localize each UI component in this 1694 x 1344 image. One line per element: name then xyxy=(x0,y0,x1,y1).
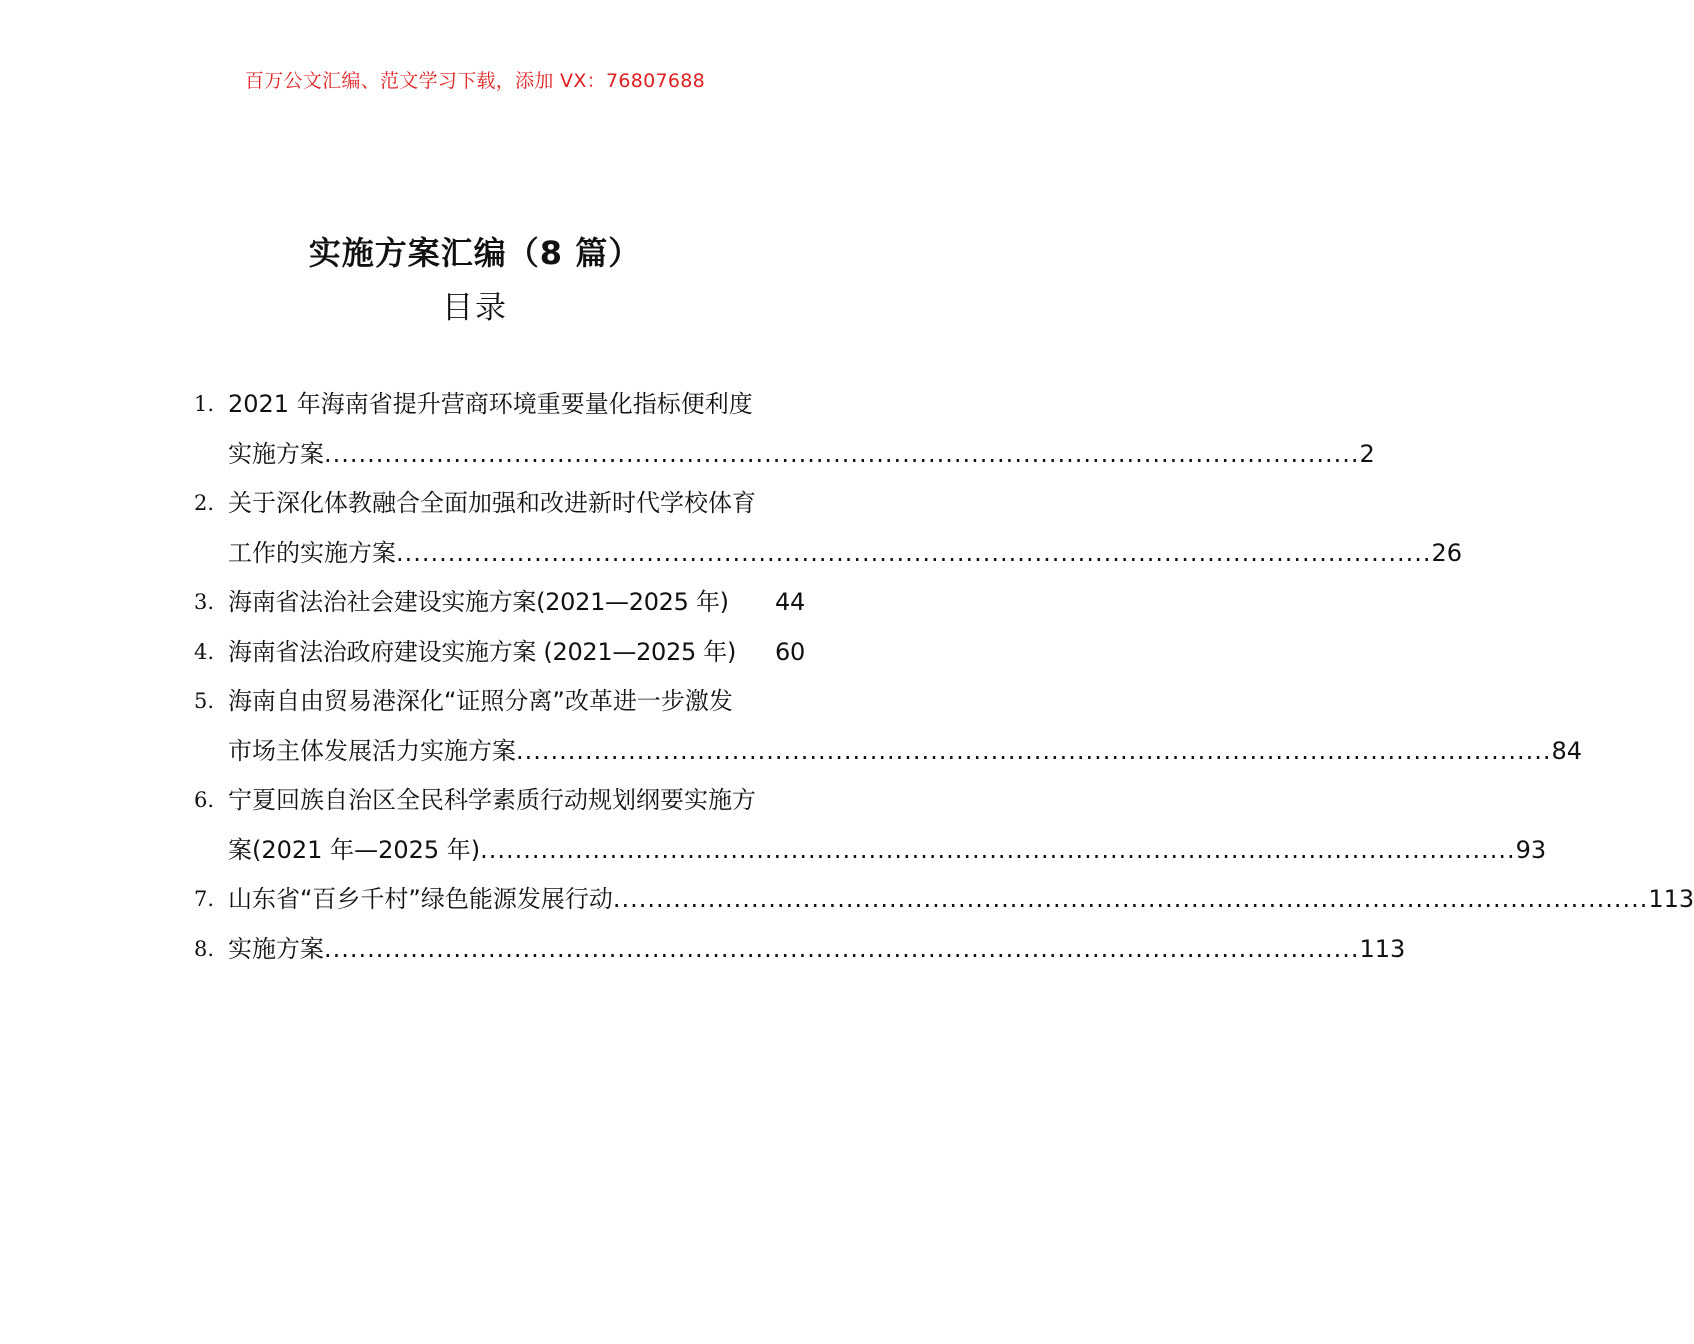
dot-leader: ........................................................................................................................ xyxy=(324,439,1360,468)
toc-number: 2. xyxy=(194,491,215,515)
toc-page-number: 113 xyxy=(1648,885,1694,913)
table-of-contents xyxy=(190,380,1694,974)
toc-page-number: 60 xyxy=(775,637,805,666)
toc-entry-2[interactable] xyxy=(190,479,1463,578)
toc-entry-3[interactable] xyxy=(190,578,805,628)
toc-entry-4[interactable] xyxy=(190,628,805,678)
toc-title: 山东省“百乡千村”绿色能源发展行动 xyxy=(228,885,613,913)
toc-number: 7. xyxy=(194,887,215,911)
dot-leader: ........................................................................................................................ xyxy=(396,538,1432,567)
toc-title-line: 2021 年海南省提升营商环境重要量化指标便利度 xyxy=(228,390,753,418)
document-title: 实施方案汇编（8 篇） xyxy=(308,234,642,272)
toc-number: 6. xyxy=(194,788,215,812)
toc-number: 1. xyxy=(194,392,215,416)
dot-leader: ........................................................................................................................ xyxy=(516,736,1552,765)
dot-leader: ........................................................................................................................ xyxy=(324,934,1360,963)
toc-number: 4. xyxy=(194,639,215,664)
toc-entry-8[interactable] xyxy=(190,925,1406,975)
toc-page-number: 44 xyxy=(775,588,805,616)
toc-number: 3. xyxy=(194,590,215,614)
toc-page-number: 113 xyxy=(1359,934,1406,963)
toc-title: 工作的实施方案 xyxy=(228,538,396,567)
toc-page-number: 84 xyxy=(1551,736,1583,765)
toc-title-line: 关于深化体教融合全面加强和改进新时代学校体育 xyxy=(228,489,756,517)
toc-entry-7[interactable] xyxy=(190,875,1694,925)
toc-title: 实施方案 xyxy=(228,934,324,963)
toc-title: 海南省法治政府建设实施方案 (2021—2025 年) xyxy=(228,637,737,666)
toc-title: 实施方案 xyxy=(228,439,324,468)
toc-entry-5[interactable] xyxy=(190,677,1583,776)
toc-entry-1[interactable] xyxy=(190,380,1375,479)
toc-page-number: 26 xyxy=(1431,538,1463,567)
toc-page-number: 2 xyxy=(1359,439,1375,468)
toc-title-line: 海南自由贸易港深化“证照分离”改革进一步激发 xyxy=(228,687,733,715)
dot-leader: ........................................................................................................................ xyxy=(480,835,1516,864)
toc-number: 8. xyxy=(194,936,215,961)
toc-page-number: 93 xyxy=(1515,835,1547,864)
header-note: 百万公文汇编、范文学习下载，添加 VX：76807688 xyxy=(244,70,706,92)
toc-title: 市场主体发展活力实施方案 xyxy=(228,736,516,765)
toc-entry-6[interactable] xyxy=(190,776,1547,875)
document-subtitle: 目录 xyxy=(442,290,508,326)
toc-title-line: 宁夏回族自治区全民科学素质行动规划纲要实施方 xyxy=(228,786,756,814)
toc-title: 海南省法治社会建设实施方案(2021—2025 年) xyxy=(228,588,729,616)
toc-title: 案(2021 年—2025 年) xyxy=(228,835,481,864)
dot-leader: ........................................................................................................................ xyxy=(612,885,1649,913)
toc-number: 5. xyxy=(194,689,215,713)
